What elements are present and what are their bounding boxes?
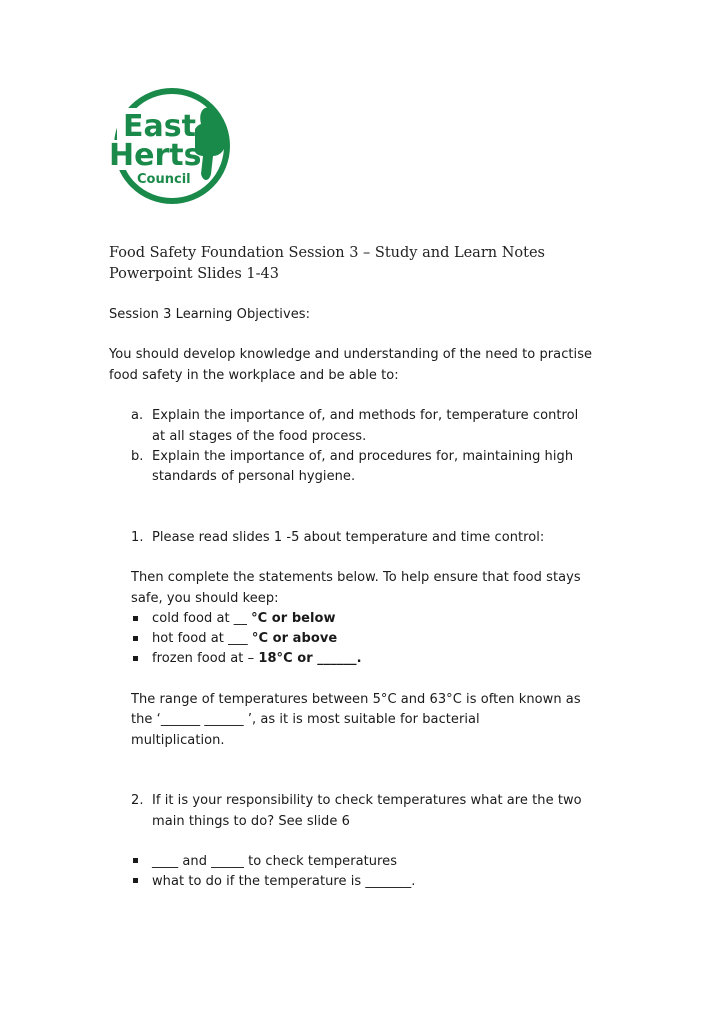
bullet-frozen-food xyxy=(152,651,362,666)
bullet-square-icon xyxy=(133,878,138,883)
document-title: Food Safety Foundation Session 3 – Study and Learn Notes xyxy=(109,245,545,261)
bullet-hot-food-plain: hot food at ___ xyxy=(152,631,252,646)
question-1-text: Please read slides 1 -5 about temperature and time control: xyxy=(152,530,545,545)
bullet-square-icon xyxy=(133,858,138,863)
question-2-marker: 2. xyxy=(131,793,144,808)
bullet-square-icon xyxy=(133,636,138,641)
objectives-label: Session 3 Learning Objectives: xyxy=(109,307,311,322)
q2-bullet-2: what to do if the temperature is _______. xyxy=(152,874,416,889)
bullet-cold-food-plain: cold food at __ xyxy=(152,611,252,626)
bullet-frozen-food-plain: frozen food at – xyxy=(152,651,259,666)
question-2-line-1: If it is your responsibility to check temperatures what are the two xyxy=(152,793,582,808)
question-2-line-2: main things to do? See slide 6 xyxy=(152,814,350,829)
intro-line-1: You should develop knowledge and understanding of the need to practise xyxy=(109,347,593,362)
bullet-hot-food xyxy=(152,631,337,646)
logo-word-herts: Herts xyxy=(109,138,202,173)
logo-word-council: Council xyxy=(137,172,191,187)
complete-statement-line-1: Then complete the statements below. To help ensure that food stays xyxy=(131,570,581,585)
question-1-marker: 1. xyxy=(131,530,144,545)
q2-bullet-1: ____ and _____ to check temperatures xyxy=(152,854,398,869)
document-subtitle: Powerpoint Slides 1-43 xyxy=(109,266,279,282)
bullet-cold-food xyxy=(152,611,336,626)
objective-b-line-1: Explain the importance of, and procedures for, maintaining high xyxy=(152,449,574,464)
intro-line-2: food safety in the workplace and be able to: xyxy=(109,368,399,383)
objective-b-marker: b. xyxy=(131,449,144,464)
bullet-cold-food-bold: °C or below xyxy=(251,611,336,626)
bullet-hot-food-bold: °C or above xyxy=(251,631,338,646)
complete-statement-line-2: safe, you should keep: xyxy=(131,591,279,606)
objective-a-marker: a. xyxy=(131,408,144,423)
range-line-1: The range of temperatures between 5°C and 63°C is often known as xyxy=(131,692,581,707)
objective-b-line-2: standards of personal hygiene. xyxy=(152,469,356,484)
bullet-frozen-food-bold: 18°C or ______. xyxy=(258,651,362,666)
bullet-square-icon xyxy=(133,656,138,661)
bullet-square-icon xyxy=(133,616,138,621)
logo-word-east: East xyxy=(123,109,196,144)
range-line-2: the ‘______ ______ ’, as it is most suitable for bacterial xyxy=(131,712,480,727)
east-herts-council-logo xyxy=(107,86,237,206)
objective-a-line-1: Explain the importance of, and methods for, temperature control xyxy=(152,408,579,423)
objective-a-line-2: at all stages of the food process. xyxy=(152,429,367,444)
range-line-3: multiplication. xyxy=(131,733,225,748)
